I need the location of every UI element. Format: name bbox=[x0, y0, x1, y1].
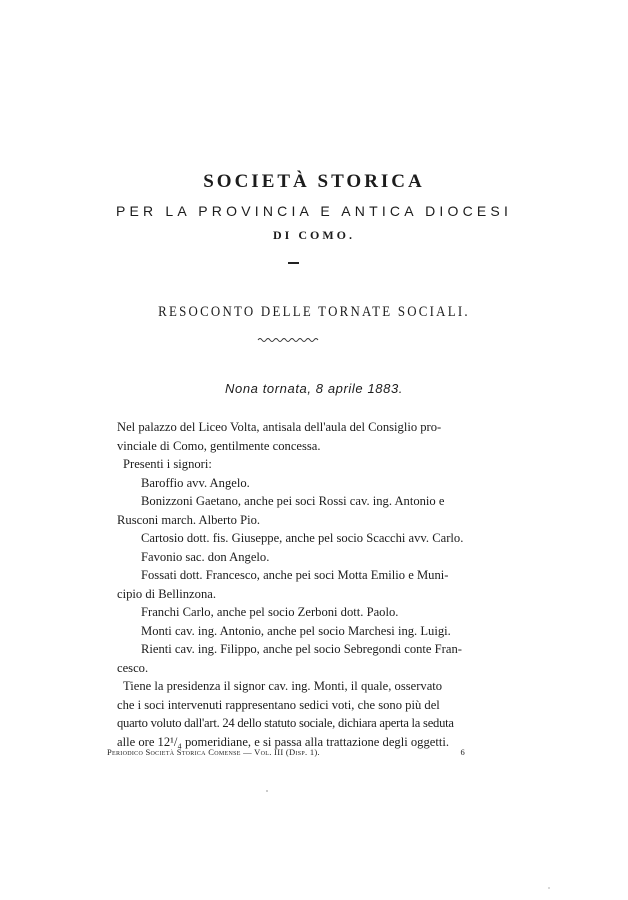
body-line: Rienti cav. ing. Filippo, anche pel socio Sebregondi conte Fran- bbox=[141, 642, 462, 656]
society-subtitle: PER LA PROVINCIA E ANTICA DIOCESI bbox=[115, 203, 513, 219]
body-line: Bonizzoni Gaetano, anche pei soci Rossi cav. ing. Antonio e bbox=[141, 494, 445, 508]
body-line: Nel palazzo del Liceo Volta, antisala dell'aula del Consiglio pro- bbox=[117, 420, 442, 434]
body-line: vinciale di Como, gentilmente concessa. bbox=[117, 438, 321, 453]
body-line: Favonio sac. don Angelo. bbox=[141, 549, 270, 564]
body-line: Tiene la presidenza il signor cav. ing. Monti, il quale, osservato bbox=[123, 679, 443, 693]
section-heading: RESOCONTO DELLE TORNATE SOCIALI. bbox=[158, 304, 470, 320]
body-line: Fossati dott. Francesco, anche pei soci Motta Emilio e Muni- bbox=[141, 568, 449, 582]
body-line: cipio di Bellinzona. bbox=[117, 586, 216, 601]
wavy-ornament-divider bbox=[257, 336, 321, 344]
body-line: che i soci intervenuti rappresentano sedici voti, che sono più del bbox=[117, 697, 440, 712]
body-line: Rusconi march. Alberto Pio. bbox=[117, 512, 261, 527]
body-line: Monti cav. ing. Antonio, anche pel socio Marchesi ing. Luigi. bbox=[141, 623, 451, 638]
title-dash-divider bbox=[288, 262, 299, 264]
footer-journal-citation: Periodico Società Storica Comense — Vol. III (Disp. 1). bbox=[107, 747, 320, 757]
society-title: SOCIETÀ STORICA bbox=[203, 171, 425, 192]
page-number: 6 bbox=[460, 747, 465, 757]
body-line: alle ore 12¹/₄ pomeridiane, e si passa alla trattazione degli oggetti. bbox=[117, 734, 449, 749]
body-line: cesco. bbox=[117, 660, 149, 675]
paper-speck bbox=[548, 887, 550, 889]
body-line: Presenti i signori: bbox=[123, 457, 212, 471]
body-line: Franchi Carlo, anche pel socio Zerboni dott. Paolo. bbox=[141, 605, 399, 619]
body-line: quarto voluto dall'art. 24 dello statuto sociale, dichiara aperta la seduta bbox=[117, 716, 454, 730]
paper-speck bbox=[266, 790, 268, 792]
society-subtitle-city: DI COMO. bbox=[273, 228, 355, 242]
meeting-title: Nona tornata, 8 aprile 1883. bbox=[225, 381, 403, 396]
body-line: Baroffio avv. Angelo. bbox=[141, 475, 250, 490]
body-line: Cartosio dott. fis. Giuseppe, anche pel socio Scacchi avv. Carlo. bbox=[141, 531, 464, 545]
